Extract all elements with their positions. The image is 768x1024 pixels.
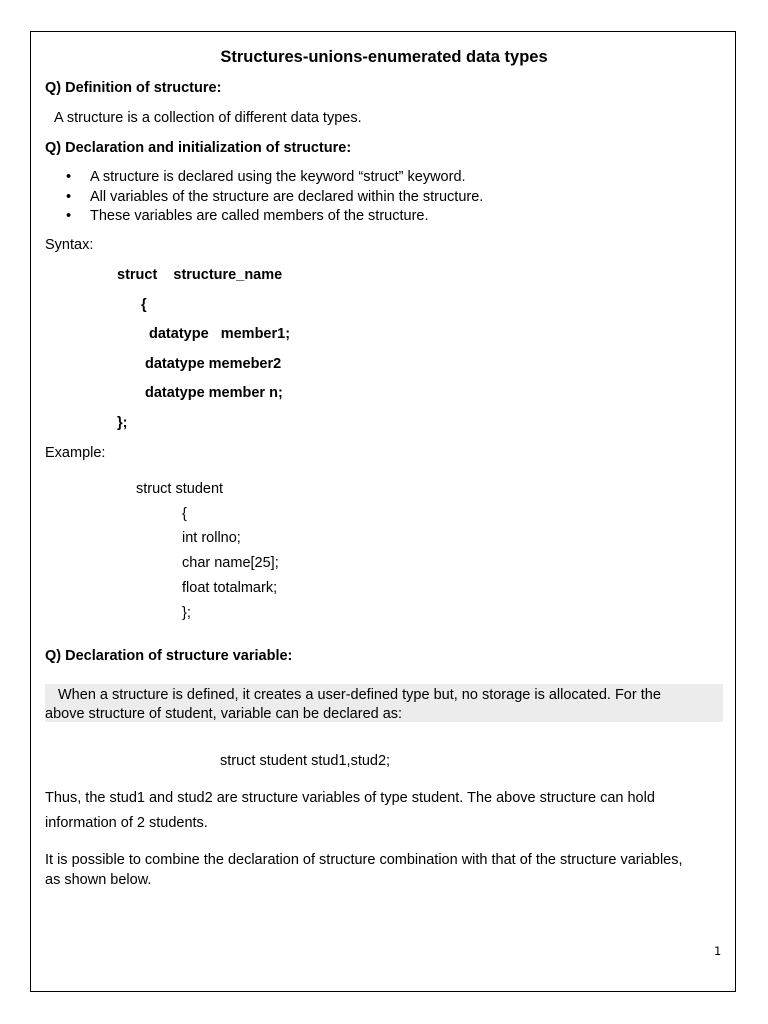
example-line: char name[25]; — [182, 555, 279, 571]
bullet-text: These variables are called members of the structure. — [90, 208, 429, 224]
code-line: struct student stud1,stud2; — [220, 753, 391, 769]
example-line: { — [182, 506, 187, 522]
paragraph-line: Thus, the stud1 and stud2 are structure variables of type student. The above structure can hold — [45, 790, 655, 806]
highlight-text-line: When a structure is defined, it creates a user-defined type but, no storage is allocated. For the — [58, 687, 661, 703]
syntax-line: { — [141, 297, 147, 313]
paragraph-line: It is possible to combine the declaration of structure combination with that of the structure variables, — [45, 852, 683, 868]
syntax-line: datatype member n; — [145, 385, 283, 401]
list-item — [66, 188, 483, 208]
list-item — [66, 168, 483, 188]
syntax-line: struct structure_name — [117, 267, 283, 283]
syntax-line: }; — [117, 415, 128, 431]
example-label: Example: — [45, 445, 106, 461]
declaration-bullet-list — [66, 168, 483, 227]
example-line: struct student — [136, 481, 224, 497]
syntax-line: datatype memeber2 — [145, 356, 282, 372]
highlight-text-line: above structure of student, variable can be declared as: — [45, 706, 403, 722]
bullet-icon: • — [66, 188, 72, 205]
page-number: 1 — [714, 944, 722, 958]
bullet-text: A structure is declared using the keyword “struct” keyword. — [90, 169, 466, 185]
example-line: int rollno; — [182, 530, 241, 546]
list-item — [66, 207, 483, 227]
example-line: }; — [182, 605, 191, 621]
bullet-text: All variables of the structure are declared within the structure. — [90, 188, 484, 205]
syntax-line: datatype member1; — [149, 326, 291, 342]
variable-heading: Q) Declaration of structure variable: — [45, 648, 293, 664]
bullet-icon: • — [66, 208, 72, 224]
bullet-icon: • — [66, 169, 72, 185]
paragraph-line: information of 2 students. — [45, 815, 208, 831]
definition-heading: Q) Definition of structure: — [45, 80, 222, 96]
document-title: Structures-unions-enumerated data types — [220, 48, 548, 66]
example-line: float totalmark; — [182, 580, 278, 596]
declaration-heading: Q) Declaration and initialization of structure: — [45, 140, 352, 156]
definition-text: A structure is a collection of different data types. — [54, 110, 362, 126]
syntax-label: Syntax: — [45, 237, 94, 253]
paragraph-line: as shown below. — [45, 872, 152, 888]
